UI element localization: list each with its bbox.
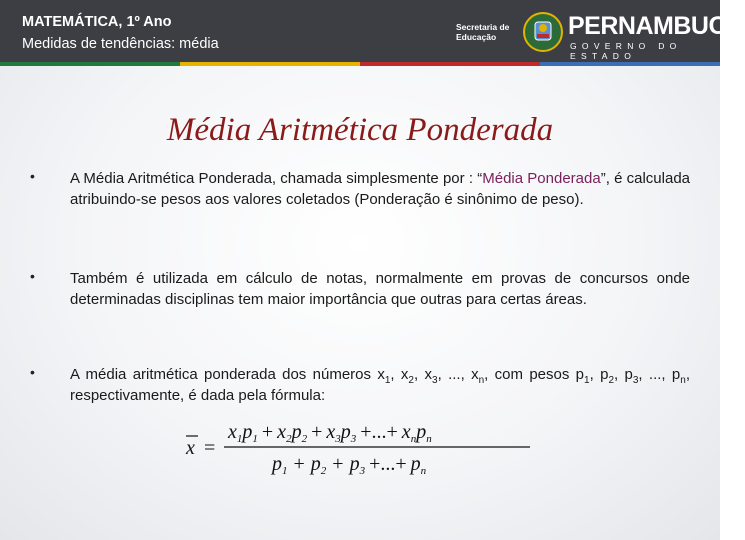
formula-eq: = [204,437,216,459]
den-p: p [410,453,421,475]
slide-title: Média Aritmética Ponderada [166,112,554,148]
bullet-1 [30,168,690,210]
num-sub: n [426,433,432,445]
bullet-dot: • [30,364,35,380]
num-x: x [228,421,237,443]
topic-label: Medidas de tendências: média [22,36,219,52]
sub-2: 2 [608,375,614,386]
weighted-mean-formula [180,414,540,478]
bullet-3 [30,364,690,406]
num-sub: 1 [236,433,243,445]
num-p: p [242,421,253,443]
b1-post: ”, é calculada atribuindo-se pesos aos valores coletados (Ponderação é sinônimo de peso). [70,170,691,208]
sub-2: 2 [408,375,414,386]
num-sub: 2 [301,433,308,445]
bullet-dot: • [30,168,35,184]
stripe-red [360,62,540,66]
b3-t3: , x [413,366,432,383]
stripe-blue [540,62,720,66]
num-p: p [291,421,302,443]
bullet-2-text: Também é utilizada em cálculo de notas, normalmente em provas de concursos onde determinadas disciplinas tem maior importância que outras para certas áreas. [70,270,690,308]
sub-1: 1 [584,375,590,386]
formula-numerator [227,421,432,445]
num-plus: + [311,421,323,443]
bullet-1-text [70,168,690,210]
den-plus: + [332,453,344,475]
num-p: p [340,421,351,443]
den-p: p [310,453,321,475]
gov-label: GOVERNO DO ESTADO [570,41,682,61]
color-stripe [0,62,720,66]
bullet-2 [30,268,690,310]
formula-lhs: x [186,437,195,459]
b3-t4: , ..., x [437,366,479,383]
num-sub: 3 [350,433,357,445]
den-p: p [349,453,360,475]
den-plus-dots: +...+ [369,453,407,475]
den-sub: 2 [320,465,327,477]
b3-t2: , x [390,366,409,383]
state-name: PERNAMBUCO [568,12,745,40]
num-sub: 2 [286,433,292,445]
den-p: p [272,453,282,475]
sub-n: n [680,375,686,386]
num-plus-dots: +...+ [360,421,398,443]
num-plus: + [261,421,274,443]
num-x: x [277,421,287,443]
header-bar [0,0,745,62]
sub-3: 3 [632,375,639,386]
formula-denominator [270,453,427,477]
num-sub: 1 [252,433,258,445]
num-sub: 3 [335,433,341,445]
sub-3: 3 [432,375,438,386]
b3-t1: A média aritmética ponderada dos números x [70,366,385,383]
b3-t8: , ..., p [638,366,681,383]
b3-t9: , respectivamente, é dada pela fórmula: [70,366,690,404]
sub-n: n [478,375,485,386]
stripe-yellow [180,62,360,66]
num-x: x [401,421,411,443]
b3-t5: , com pesos p [484,366,585,383]
b3-t7: , p [614,366,633,383]
b1-pre: A Média Aritmética Ponderada, chamada simplesmente por : “ [70,170,483,187]
secretaria-label: Secretaria de Educação [456,22,510,42]
num-p: p [416,421,427,443]
den-plus: + [293,453,305,475]
b3-t6: , p [589,366,609,383]
num-sub: n [410,433,417,445]
den-sub: 1 [282,465,288,477]
num-x: x [326,421,336,443]
den-sub: 3 [359,465,366,477]
sub-1: 1 [384,375,391,386]
den-sub: n [420,465,427,477]
course-label: MATEMÁTICA, 1º Ano [22,14,172,30]
bullet-dot: • [30,268,35,284]
state-emblem-icon [522,10,564,54]
bullet-3-text [70,364,690,406]
b1-highlight: Média Ponderada [482,170,601,187]
stripe-green [0,62,180,66]
